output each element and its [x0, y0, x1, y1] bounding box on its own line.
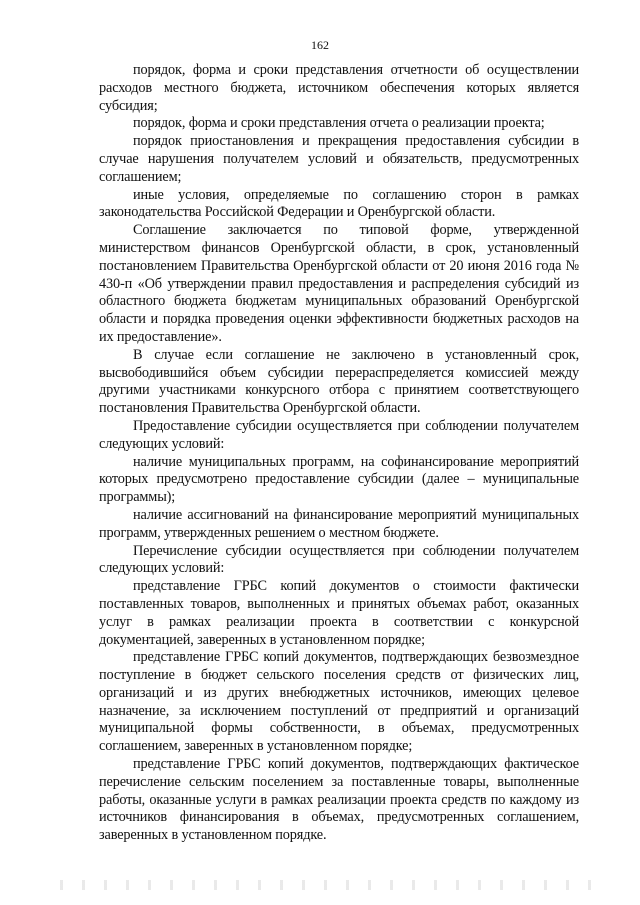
paragraph: Перечисление субсидии осуществляется при соблюдении получателем следующих условий: — [99, 542, 579, 577]
paragraph: В случае если соглашение не заключено в установленный срок, высвободившийся объем субсидии перераспределяется комиссией между другими участниками конкурсного отбора с принятием соответствующего постановления Правительства Оренбургской области. — [99, 346, 579, 417]
paragraph: порядок, форма и сроки представления отчетности об осуществлении расходов местного бюджета, источником обеспечения которых является субсидия; — [99, 62, 579, 114]
paragraph: порядок приостановления и прекращения предоставления субсидии в случае нарушения получателем условий и обязательств, предусмотренных соглашением; — [99, 133, 579, 185]
paragraph: представление ГРБС копий документов о стоимости фактически поставленных товаров, выполненных и принятых объемах работ, оказанных услуг в рамках реализации проекта в соответствии с конкурсной документацией, заверенных в установленном порядке; — [99, 578, 579, 648]
paragraph: представление ГРБС копий документов, подтверждающих фактическое перечисление сельским поселением за поставленные товары, выполненные работы, оказанные услуги в рамках реализации проекта средств по каждому из источников финансирования в объемах, предусмотренных соглашением, заверенных в установленном порядке. — [99, 756, 579, 844]
paragraph: порядок, форма и сроки представления отчета о реализации проекта; — [133, 115, 545, 132]
paragraph: наличие муниципальных программ, на софинансирование мероприятий которых предусмотрено предоставление субсидии (далее – муниципальные программы); — [99, 453, 579, 506]
paragraph: Соглашение заключается по типовой форме, утвержденной министерством финансов Оренбургской области, в срок, установленный постановлением Правительства Оренбургской области от 20 июня 2016 года № 430-п «Об утверждении правил предоставления и распределения субсидий из областного бюджета бюджетам муниципальных образований Оренбургской области и порядка проведения оценки эффективности бюджетных расходов на их предоставление». — [99, 222, 579, 345]
paragraph: наличие ассигнований на финансирование мероприятий муниципальных программ, утвержденных решением о местном бюджете. — [99, 506, 579, 541]
paragraph: представление ГРБС копий документов, подтверждающих безвозмездное поступление в бюджет сельского поселения средств от физических лиц, организаций и из других внебюджетных источников, имеющих целевое назначение, за исключением поступлений от предприятий и организаций муниципальной формы собственности, в объемах, предусмотренных соглашением, заверенных в установленном порядке; — [99, 649, 579, 755]
paragraph: Предоставление субсидии осуществляется при соблюдении получателем следующих условий: — [99, 417, 579, 452]
scan-artifact-strip — [60, 880, 600, 890]
paragraph: иные условия, определяемые по соглашению сторон в рамках законодательства Российской Федерации и Оренбургской области. — [99, 186, 579, 221]
page-number: 162 — [311, 38, 329, 52]
document-body — [99, 62, 579, 845]
